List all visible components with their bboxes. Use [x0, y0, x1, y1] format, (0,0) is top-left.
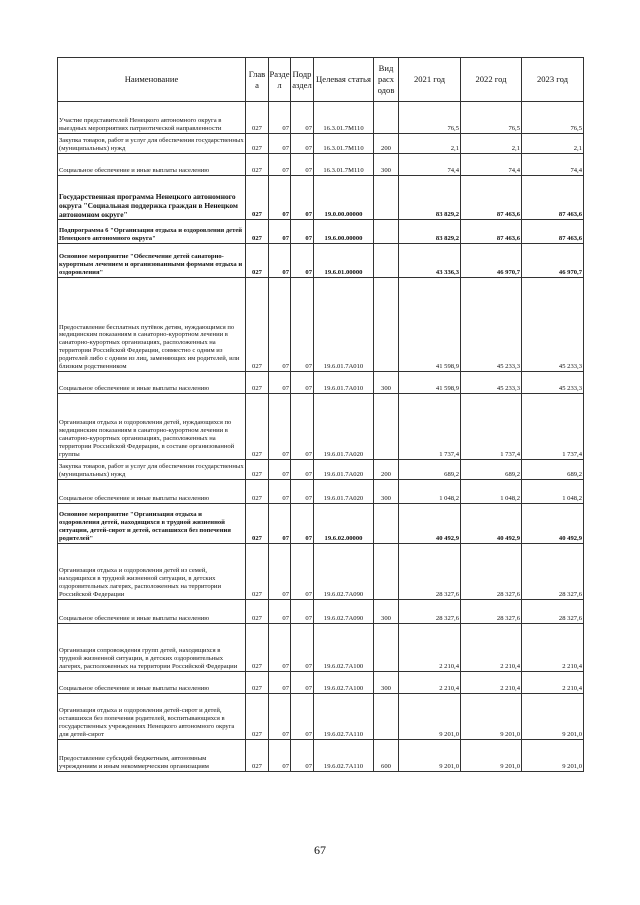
cell-podrazdel: 07 — [291, 102, 314, 134]
cell-podrazdel: 07 — [291, 176, 314, 220]
cell-y2023: 1 737,4 — [522, 394, 584, 460]
cell-target: 19.0.00.00000 — [314, 176, 374, 220]
cell-podrazdel: 07 — [291, 134, 314, 154]
table-row — [58, 624, 584, 672]
cell-y2022: 45 233,3 — [461, 278, 522, 372]
cell-name: Организация отдыха и оздоровления детей-сирот и детей, оставшихся без попечения родителей, воспитывающихся в государственных учреждениях Ненецкого автономного округа для детей-сирот — [58, 694, 246, 740]
cell-y2022: 46 970,7 — [461, 244, 522, 278]
table-row — [58, 176, 584, 220]
table-row — [58, 220, 584, 244]
cell-vid: 200 — [374, 134, 399, 154]
cell-y2021: 43 336,3 — [399, 244, 461, 278]
cell-target: 19.6.01.7А020 — [314, 480, 374, 504]
cell-podrazdel: 07 — [291, 220, 314, 244]
cell-vid — [374, 394, 399, 460]
cell-target: 19.6.02.7А110 — [314, 694, 374, 740]
cell-target: 19.6.01.00000 — [314, 244, 374, 278]
cell-podrazdel: 07 — [291, 154, 314, 176]
table-row — [58, 244, 584, 278]
cell-y2022: 74,4 — [461, 154, 522, 176]
cell-target: 16.3.01.7М110 — [314, 134, 374, 154]
cell-glava: 027 — [246, 480, 269, 504]
cell-y2022: 45 233,3 — [461, 372, 522, 394]
cell-name: Социальное обеспечение и иные выплаты населению — [58, 154, 246, 176]
cell-razdel: 07 — [269, 278, 291, 372]
cell-name: Организация сопровождения групп детей, находящихся в трудной жизненной ситуации, в детских оздоровительных лагерях, расположенных на территории Российской Федерации — [58, 624, 246, 672]
cell-y2022: 76,5 — [461, 102, 522, 134]
cell-podrazdel: 07 — [291, 672, 314, 694]
cell-vid: 300 — [374, 600, 399, 624]
cell-y2023: 2 210,4 — [522, 624, 584, 672]
cell-y2022: 2 210,4 — [461, 624, 522, 672]
cell-y2022: 28 327,6 — [461, 600, 522, 624]
cell-name: Закупка товаров, работ и услуг для обеспечения государственных (муниципальных) нужд — [58, 460, 246, 480]
cell-y2021: 83 829,2 — [399, 220, 461, 244]
cell-razdel: 07 — [269, 134, 291, 154]
cell-y2021: 9 201,0 — [399, 694, 461, 740]
cell-target: 19.6.02.7А090 — [314, 600, 374, 624]
cell-podrazdel: 07 — [291, 244, 314, 278]
cell-target: 19.6.01.7А010 — [314, 278, 374, 372]
cell-name: Социальное обеспечение и иные выплаты населению — [58, 672, 246, 694]
cell-vid: 300 — [374, 672, 399, 694]
cell-y2023: 28 327,6 — [522, 600, 584, 624]
cell-y2021: 41 598,9 — [399, 372, 461, 394]
cell-y2023: 2,1 — [522, 134, 584, 154]
cell-glava: 027 — [246, 372, 269, 394]
table-row — [58, 278, 584, 372]
table-row — [58, 134, 584, 154]
cell-target: 16.3.01.7М110 — [314, 102, 374, 134]
cell-name: Государственная программа Ненецкого автономного округа "Социальная поддержка граждан в Ненецком автономном округе" — [58, 176, 246, 220]
table-row — [58, 740, 584, 772]
cell-y2021: 74,4 — [399, 154, 461, 176]
cell-podrazdel: 07 — [291, 278, 314, 372]
cell-name: Основное мероприятие "Организация отдыха и оздоровления детей, находящихся в трудной жизненной ситуации, детей-сирот и детей, оставшихся без попечения родителей" — [58, 504, 246, 544]
cell-y2023: 87 463,6 — [522, 176, 584, 220]
cell-razdel: 07 — [269, 624, 291, 672]
cell-podrazdel: 07 — [291, 740, 314, 772]
cell-razdel: 07 — [269, 672, 291, 694]
header-2021: 2021 год — [399, 58, 461, 102]
cell-name: Организация отдыха и оздоровления детей из семей, находящихся в трудной жизненной ситуации, в детских оздоровительных лагерях, расположенных на территории Российской Федерации — [58, 544, 246, 600]
cell-razdel: 07 — [269, 480, 291, 504]
cell-y2023: 1 048,2 — [522, 480, 584, 504]
cell-razdel: 07 — [269, 102, 291, 134]
cell-podrazdel: 07 — [291, 394, 314, 460]
cell-glava: 027 — [246, 460, 269, 480]
cell-glava: 027 — [246, 278, 269, 372]
budget-table — [57, 57, 584, 772]
cell-razdel: 07 — [269, 600, 291, 624]
cell-razdel: 07 — [269, 544, 291, 600]
cell-y2023: 9 201,0 — [522, 740, 584, 772]
cell-y2022: 2,1 — [461, 134, 522, 154]
cell-target: 19.6.01.7А020 — [314, 394, 374, 460]
header-2023: 2023 год — [522, 58, 584, 102]
cell-name: Социальное обеспечение и иные выплаты населению — [58, 372, 246, 394]
table-row — [58, 154, 584, 176]
cell-y2023: 45 233,3 — [522, 278, 584, 372]
cell-podrazdel: 07 — [291, 372, 314, 394]
table-row — [58, 394, 584, 460]
cell-name: Участие представителей Ненецкого автономного округа в выездных мероприятиях патриотической направленности — [58, 102, 246, 134]
cell-target: 19.6.02.7А100 — [314, 672, 374, 694]
cell-y2021: 689,2 — [399, 460, 461, 480]
table-row — [58, 600, 584, 624]
cell-podrazdel: 07 — [291, 600, 314, 624]
page-number: 67 — [314, 843, 326, 857]
cell-razdel: 07 — [269, 176, 291, 220]
cell-y2021: 76,5 — [399, 102, 461, 134]
header-2022: 2022 год — [461, 58, 522, 102]
table-header-row — [58, 58, 584, 102]
table-row — [58, 102, 584, 134]
cell-glava: 027 — [246, 504, 269, 544]
cell-vid — [374, 102, 399, 134]
cell-y2023: 45 233,3 — [522, 372, 584, 394]
cell-y2021: 40 492,9 — [399, 504, 461, 544]
cell-y2022: 1 737,4 — [461, 394, 522, 460]
cell-razdel: 07 — [269, 504, 291, 544]
cell-y2021: 2 210,4 — [399, 672, 461, 694]
cell-glava: 027 — [246, 544, 269, 600]
cell-vid: 200 — [374, 460, 399, 480]
cell-glava: 027 — [246, 624, 269, 672]
cell-vid: 300 — [374, 372, 399, 394]
cell-y2021: 9 201,0 — [399, 740, 461, 772]
cell-y2023: 46 970,7 — [522, 244, 584, 278]
cell-target: 19.6.02.7А110 — [314, 740, 374, 772]
cell-razdel: 07 — [269, 154, 291, 176]
cell-target: 19.6.02.7А100 — [314, 624, 374, 672]
header-target: Целевая статья — [314, 58, 374, 102]
cell-y2021: 41 598,9 — [399, 278, 461, 372]
cell-glava: 027 — [246, 102, 269, 134]
cell-vid — [374, 544, 399, 600]
cell-y2023: 2 210,4 — [522, 672, 584, 694]
cell-vid: 600 — [374, 740, 399, 772]
cell-glava: 027 — [246, 740, 269, 772]
cell-vid: 300 — [374, 480, 399, 504]
header-razdel: Разде л — [269, 58, 291, 102]
cell-y2021: 83 829,2 — [399, 176, 461, 220]
header-glava: Глав а — [246, 58, 269, 102]
cell-target: 19.6.02.00000 — [314, 504, 374, 544]
cell-podrazdel: 07 — [291, 504, 314, 544]
cell-razdel: 07 — [269, 460, 291, 480]
cell-y2023: 74,4 — [522, 154, 584, 176]
cell-y2022: 40 492,9 — [461, 504, 522, 544]
cell-target: 16.3.01.7М110 — [314, 154, 374, 176]
cell-vid — [374, 220, 399, 244]
cell-y2021: 28 327,6 — [399, 600, 461, 624]
cell-razdel: 07 — [269, 244, 291, 278]
cell-name: Предоставление бесплатных путёвок детям, нуждающимся по медицинским показаниям в санаторно-курортном лечении в санаторно-курортных организациях, расположенных на территории Российской Федерации, совместно с одним из родителей либо с одним из лиц, заменяющих им родителей, или близким родственником — [58, 278, 246, 372]
cell-vid — [374, 694, 399, 740]
cell-razdel: 07 — [269, 220, 291, 244]
cell-podrazdel: 07 — [291, 480, 314, 504]
cell-y2023: 9 201,0 — [522, 694, 584, 740]
cell-podrazdel: 07 — [291, 460, 314, 480]
cell-name: Организация отдыха и оздоровления детей, нуждающихся по медицинским показаниям в санаторно-курортном лечении в санаторно-курортных организациях, расположенных на территории Российской Федерации, в составе организованной группы — [58, 394, 246, 460]
cell-glava: 027 — [246, 672, 269, 694]
table-row — [58, 372, 584, 394]
table-row — [58, 544, 584, 600]
cell-y2021: 28 327,6 — [399, 544, 461, 600]
cell-razdel: 07 — [269, 372, 291, 394]
cell-y2022: 87 463,6 — [461, 220, 522, 244]
cell-name: Предоставление субсидий бюджетным, автономным учреждениям и иным некоммерческим организациям — [58, 740, 246, 772]
cell-glava: 027 — [246, 134, 269, 154]
cell-y2021: 2,1 — [399, 134, 461, 154]
cell-y2023: 40 492,9 — [522, 504, 584, 544]
cell-y2021: 1 737,4 — [399, 394, 461, 460]
cell-vid — [374, 278, 399, 372]
table-row — [58, 694, 584, 740]
cell-name: Подпрограмма 6 "Организация отдыха и оздоровления детей Ненецкого автономного округа" — [58, 220, 246, 244]
cell-y2023: 87 463,6 — [522, 220, 584, 244]
cell-vid: 300 — [374, 154, 399, 176]
header-podrazdel: Подр аздел — [291, 58, 314, 102]
table-row — [58, 504, 584, 544]
cell-y2022: 689,2 — [461, 460, 522, 480]
cell-name: Социальное обеспечение и иные выплаты населению — [58, 480, 246, 504]
cell-razdel: 07 — [269, 394, 291, 460]
cell-vid — [374, 244, 399, 278]
cell-name: Социальное обеспечение и иные выплаты населению — [58, 600, 246, 624]
cell-glava: 027 — [246, 244, 269, 278]
cell-target: 19.6.02.7А090 — [314, 544, 374, 600]
cell-target: 19.6.00.00000 — [314, 220, 374, 244]
cell-y2023: 76,5 — [522, 102, 584, 134]
cell-glava: 027 — [246, 600, 269, 624]
table-row — [58, 460, 584, 480]
cell-podrazdel: 07 — [291, 624, 314, 672]
cell-podrazdel: 07 — [291, 544, 314, 600]
cell-vid — [374, 624, 399, 672]
cell-vid — [374, 176, 399, 220]
cell-name: Закупка товаров, работ и услуг для обеспечения государственных (муниципальных) нужд — [58, 134, 246, 154]
cell-y2023: 689,2 — [522, 460, 584, 480]
cell-y2022: 28 327,6 — [461, 544, 522, 600]
cell-razdel: 07 — [269, 740, 291, 772]
cell-glava: 027 — [246, 394, 269, 460]
cell-vid — [374, 504, 399, 544]
cell-target: 19.6.01.7А010 — [314, 372, 374, 394]
cell-razdel: 07 — [269, 694, 291, 740]
cell-y2021: 2 210,4 — [399, 624, 461, 672]
cell-y2022: 87 463,6 — [461, 176, 522, 220]
cell-glava: 027 — [246, 694, 269, 740]
header-name: Наименование — [58, 58, 246, 102]
cell-y2022: 2 210,4 — [461, 672, 522, 694]
cell-y2023: 28 327,6 — [522, 544, 584, 600]
cell-name: Основное мероприятие "Обеспечение детей санаторно-курортным лечением и организованными формами отдыха и оздоровления" — [58, 244, 246, 278]
cell-y2022: 9 201,0 — [461, 694, 522, 740]
cell-glava: 027 — [246, 220, 269, 244]
cell-glava: 027 — [246, 154, 269, 176]
cell-glava: 027 — [246, 176, 269, 220]
cell-podrazdel: 07 — [291, 694, 314, 740]
table-row — [58, 672, 584, 694]
header-vid: Вид расх одов — [374, 58, 399, 102]
table-row — [58, 480, 584, 504]
cell-y2022: 1 048,2 — [461, 480, 522, 504]
cell-y2022: 9 201,0 — [461, 740, 522, 772]
cell-target: 19.6.01.7А020 — [314, 460, 374, 480]
cell-y2021: 1 048,2 — [399, 480, 461, 504]
